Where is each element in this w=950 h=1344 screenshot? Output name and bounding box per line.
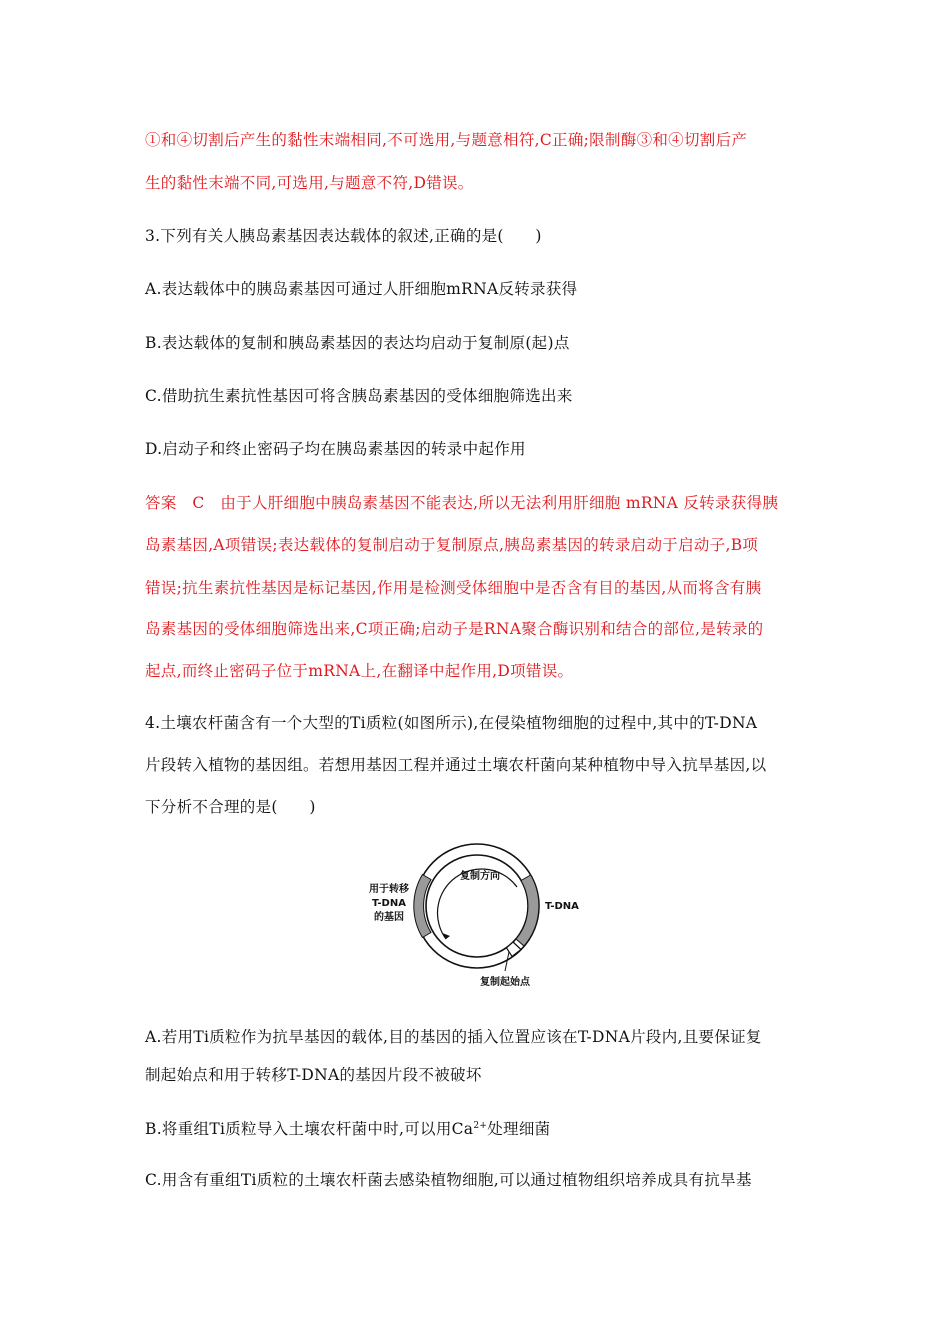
transfer-gene-segment xyxy=(414,875,431,938)
label-origin: 复制起始点 xyxy=(480,977,530,988)
answer-line-2: 生的黏性末端不同,可选用,与题意不符,D错误。 xyxy=(145,174,474,192)
option-b-text-end: 处理细菌 xyxy=(487,1120,551,1138)
calcium-charge: 2+ xyxy=(473,1120,488,1131)
question-4-option-b xyxy=(145,1117,550,1139)
answer-3-line-5: 起点,而终止密码子位于mRNA上,在翻译中起作用,D项错误。 xyxy=(145,662,574,680)
label-replication-direction: 复制方向 xyxy=(460,871,500,882)
question-3-option-b: B.表达载体的复制和胰岛素基因的表达均启动于复制原(起)点 xyxy=(145,334,570,352)
answer-3-line-4: 岛素基因的受体细胞筛选出来,C项正确;启动子是RNA聚合酶识别和结合的部位,是转录的 xyxy=(145,620,764,638)
option-b-text: B.将重组Ti质粒导入土壤农杆菌中时,可以用Ca xyxy=(145,1120,474,1138)
question-3-option-a: A.表达载体中的胰岛素基因可通过人肝细胞mRNA反转录获得 xyxy=(145,280,578,298)
question-4-line-2: 片段转入植物的基因组。若想用基因工程并通过土壤农杆菌向某种植物中导入抗旱基因,以 xyxy=(145,756,767,774)
label-transfer-gene-2: T-DNA xyxy=(372,898,406,909)
answer-3-line-2: 岛素基因,A项错误;表达载体的复制启动于复制原点,胰岛素基因的转录启动于启动子,B项 xyxy=(145,536,759,554)
answer-3-line-1: 答案 C 由于人肝细胞中胰岛素基因不能表达,所以无法利用肝细胞 mRNA 反转录获得胰 xyxy=(145,494,779,512)
tdna-segment xyxy=(516,875,539,946)
answer-3-line-3: 错误;抗生素抗性基因是标记基因,作用是检测受体细胞中是否含有目的基因,从而将含有胰 xyxy=(145,579,762,597)
question-4-option-a-line-2: 制起始点和用于转移T-DNA的基因片段不被破坏 xyxy=(145,1066,482,1084)
question-3-option-d: D.启动子和终止密码子均在胰岛素基因的转录中起作用 xyxy=(145,440,526,458)
question-4-option-c: C.用含有重组Ti质粒的土壤农杆菌去感染植物细胞,可以通过植物组织培养成具有抗旱基 xyxy=(145,1171,752,1189)
question-4-line-3: 下分析不合理的是( ) xyxy=(145,798,316,816)
label-tdna: T-DNA xyxy=(545,901,579,912)
question-4-option-a-line-1: A.若用Ti质粒作为抗旱基因的载体,目的基因的插入位置应该在T-DNA片段内,且要保证复 xyxy=(145,1028,762,1046)
ti-plasmid-diagram xyxy=(362,834,592,994)
answer-line-1: ①和④切割后产生的黏性末端相同,不可选用,与题意相符,C正确;限制酶③和④切割后产 xyxy=(145,131,748,149)
question-3-option-c: C.借助抗生素抗性基因可将含胰岛素基因的受体细胞筛选出来 xyxy=(145,387,573,405)
label-transfer-gene-3: 的基因 xyxy=(374,912,404,923)
question-4-line-1: 4.土壤农杆菌含有一个大型的Ti质粒(如图所示),在侵染植物细胞的过程中,其中的T-DNA xyxy=(145,714,758,732)
question-3: 3.下列有关人胰岛素基因表达载体的叙述,正确的是( ) xyxy=(145,227,542,245)
label-transfer-gene-1: 用于转移 xyxy=(369,884,409,895)
